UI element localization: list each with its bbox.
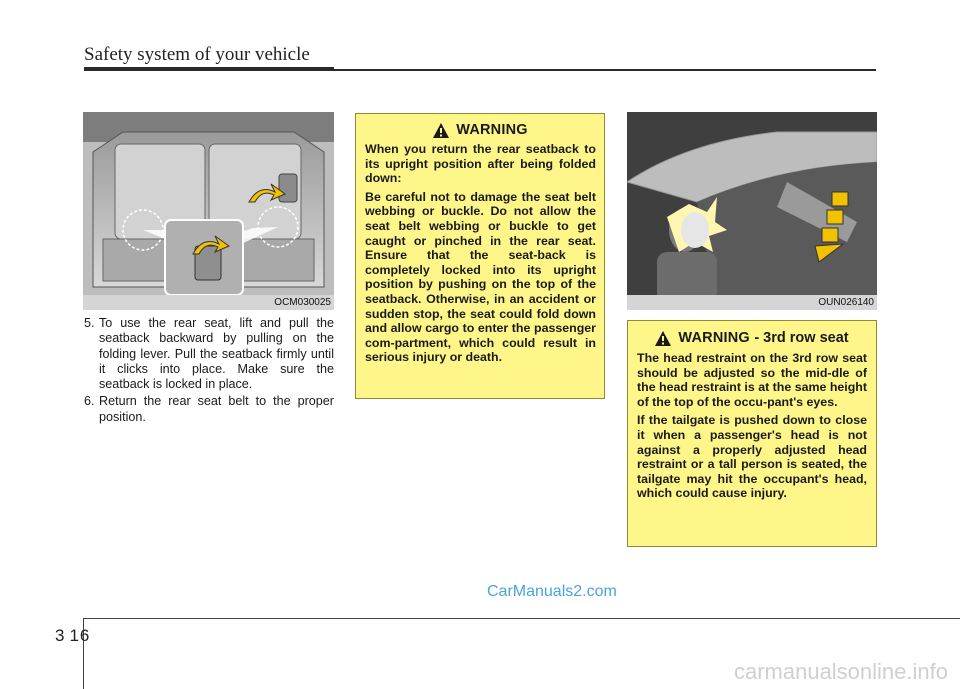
step-text: To use the rear seat, lift and pull the seatback backward by pulling on the folding lever. Pull the seatback firmly until it clicks into place. Make sure the seatback is locked in place. <box>99 316 334 392</box>
warning-paragraph: If the tailgate is pushed down to close it when a passenger's head is not against a properly adjusted head restraint or a tall person is seated, the tailgate may hit the occupant's head, which could cause injury. <box>637 413 867 501</box>
warning-paragraph: Be careful not to damage the seat belt webbing or buckle. Do not allow the seat belt webbing or buckle to get caught or pinched in the rear seat. Ensure that the seat-back is completely locked into its upright position by pushing on the top of the seatback. Otherwise, in an accident or sudden stop, the seat could fold down and allow cargo to enter the passenger com-partment, which could result in serious injury or death. <box>365 189 596 365</box>
warning-box-seatback <box>355 113 605 399</box>
instruction-steps <box>84 316 334 427</box>
figure-rear-seat-lever <box>83 112 334 310</box>
page-header-title: Safety system of your vehicle <box>84 44 310 65</box>
warning-header <box>365 122 596 138</box>
warning-header <box>637 329 867 347</box>
step-number: 5. <box>84 316 95 330</box>
warning-box-3rd-row <box>627 320 877 547</box>
header-rule-thin <box>334 69 876 71</box>
warning-triangle-icon <box>655 331 671 346</box>
footer-site-link[interactable]: carmanualsonline.info <box>733 659 948 684</box>
step-5 <box>84 316 334 392</box>
step-6 <box>84 394 334 425</box>
footer-rule <box>83 618 960 619</box>
warning-paragraph: The head restraint on the 3rd row seat should be adjusted so the mid-dle of the head restraint is at the same height of the top of the occu-pant's eyes. <box>637 351 867 409</box>
warning-title: WARNING <box>456 122 528 138</box>
section-number: 3 <box>55 626 66 645</box>
cargo-area-illustration <box>83 112 334 310</box>
figure-caption-left: OCM030025 <box>274 297 331 308</box>
page-index: 16 <box>69 626 91 645</box>
step-text: Return the rear seat belt to the proper position. <box>99 394 334 424</box>
figure-caption-right: OUN026140 <box>818 297 874 308</box>
page-number <box>55 626 90 646</box>
warning-triangle-icon <box>433 123 449 138</box>
figure-tailgate-head <box>627 112 877 310</box>
step-number: 6. <box>84 394 95 409</box>
warning-subtitle: - 3rd row seat <box>754 330 849 346</box>
warning-paragraph: When you return the rear seatback to its upright position after being folded down: <box>365 142 596 186</box>
warning-title: WARNING <box>678 330 750 346</box>
watermark-link[interactable]: CarManuals2.com <box>487 583 617 600</box>
tailgate-illustration <box>627 112 877 310</box>
header-rule-thick <box>84 67 334 71</box>
